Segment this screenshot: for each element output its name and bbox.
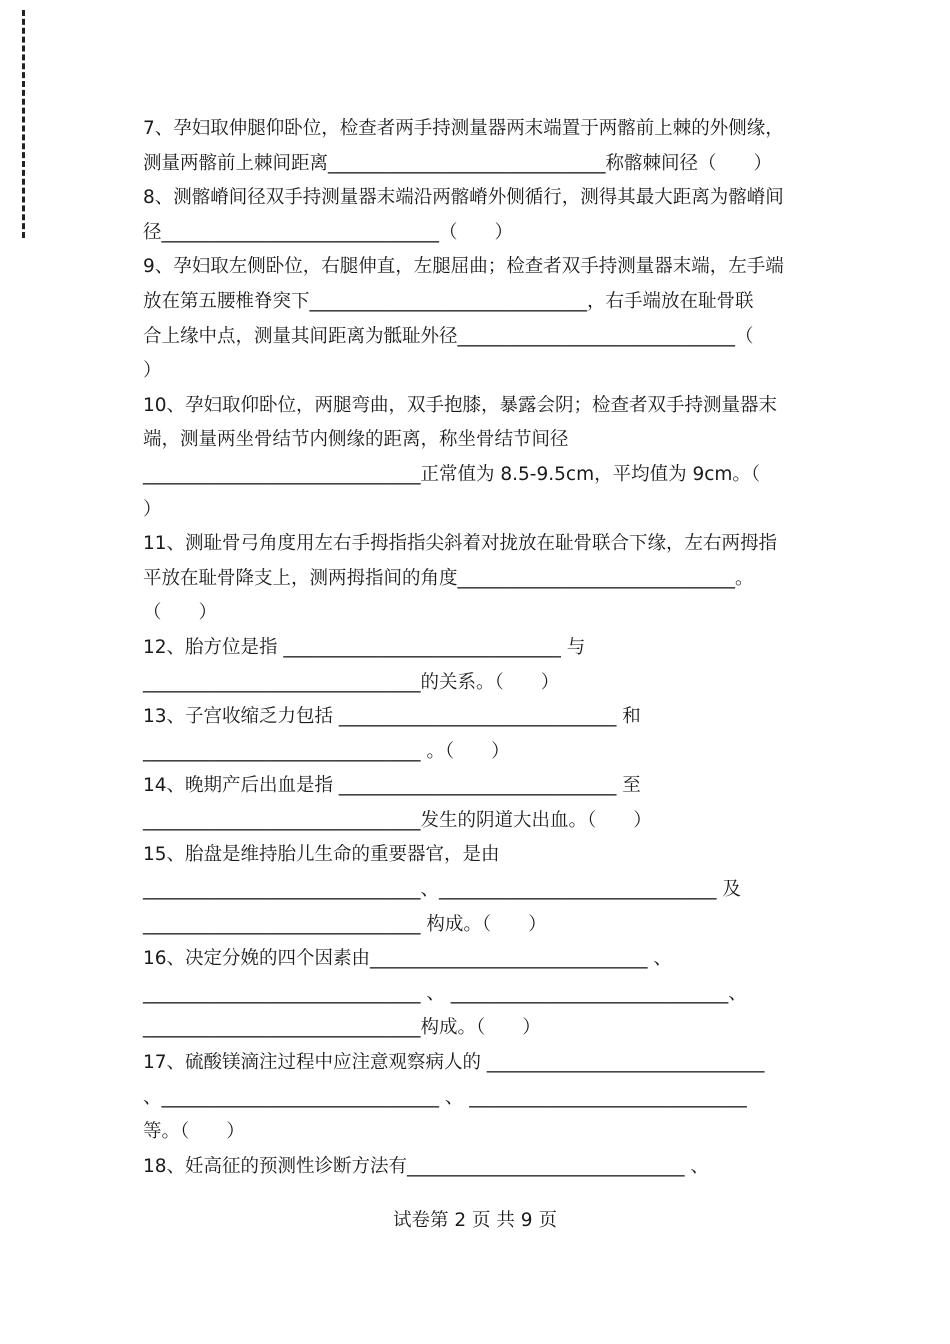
text-line: ______________________________ 、 ______________________________、	[143, 982, 747, 1004]
text-line: 合上缘中点，测量其间距离为骶耻外径______________________________（	[143, 325, 754, 347]
text-line: ______________________________ 构成。（ ）	[143, 913, 547, 935]
text-line: 12、胎方位是指 ______________________________ 与	[143, 636, 586, 658]
text-line: 径______________________________（ ）	[143, 221, 514, 243]
text-line: 测量两髂前上棘间距离______________________________称髂棘间径（ ）	[143, 152, 773, 174]
text-line: 、______________________________ 、 ______________________________	[143, 1086, 747, 1108]
text-line: 平放在耻骨降支上，测两拇指间的角度______________________________。	[143, 567, 754, 589]
page-footer: 试卷第 2 页 共 9 页	[393, 1210, 557, 1231]
text-line: ______________________________、______________________________ 及	[143, 879, 741, 901]
text-line: 10、孕妇取仰卧位，两腿弯曲，双手抱膝，暴露会阴；检查者双手持测量器末	[143, 394, 778, 416]
text-line: 13、子宫收缩乏力包括 ______________________________ 和	[143, 706, 641, 728]
text-line: 8、测髂嵴间径双手持测量器末端沿两髂嵴外侧循行，测得其最大距离为髂嵴间	[143, 187, 784, 209]
text-line: 端，测量两坐骨结节内侧缘的距离，称坐骨结节间径	[143, 429, 569, 451]
text-line: ）	[143, 360, 162, 382]
text-line: ______________________________ 。（ ）	[143, 740, 510, 762]
text-line: 17、硫酸镁滴注过程中应注意观察病人的 ______________________________	[143, 1052, 765, 1074]
question-list	[143, 112, 811, 1184]
text-line: 放在第五腰椎脊突下______________________________，右手端放在耻骨联	[143, 290, 754, 312]
binding-dashed-line	[22, 10, 25, 238]
text-line: 18、妊高征的预测性诊断方法有______________________________ 、	[143, 1155, 709, 1177]
text-line: 11、测耻骨弓角度用左右手拇指指尖斜着对拢放在耻骨联合下缘，左右两拇指	[143, 533, 778, 555]
text-line: 14、晚期产后出血是指 ______________________________ 至	[143, 775, 641, 797]
text-line: （ ）	[143, 602, 218, 624]
text-line: ）	[143, 498, 162, 520]
text-line: ______________________________发生的阴道大出血。（ ）	[143, 809, 652, 831]
text-line: ______________________________构成。（ ）	[143, 1017, 541, 1039]
text-line: 15、胎盘是维持胎儿生命的重要器官，是由	[143, 844, 500, 866]
text-line: 等。（ ）	[143, 1121, 245, 1143]
text-line: 7、孕妇取伸腿仰卧位，检查者两手持测量器两末端置于两髂前上棘的外侧缘，	[143, 118, 784, 139]
text-line: 9、孕妇取左侧卧位，右腿伸直，左腿屈曲；检查者双手持测量器末端，左手端	[143, 256, 784, 278]
text-line: ______________________________正常值为 8.5-9.5cm，平均值为 9cm。（	[143, 463, 761, 485]
text-line: ______________________________的关系。（ ）	[143, 671, 560, 693]
text-line: 16、决定分娩的四个因素由______________________________ 、	[143, 948, 672, 970]
